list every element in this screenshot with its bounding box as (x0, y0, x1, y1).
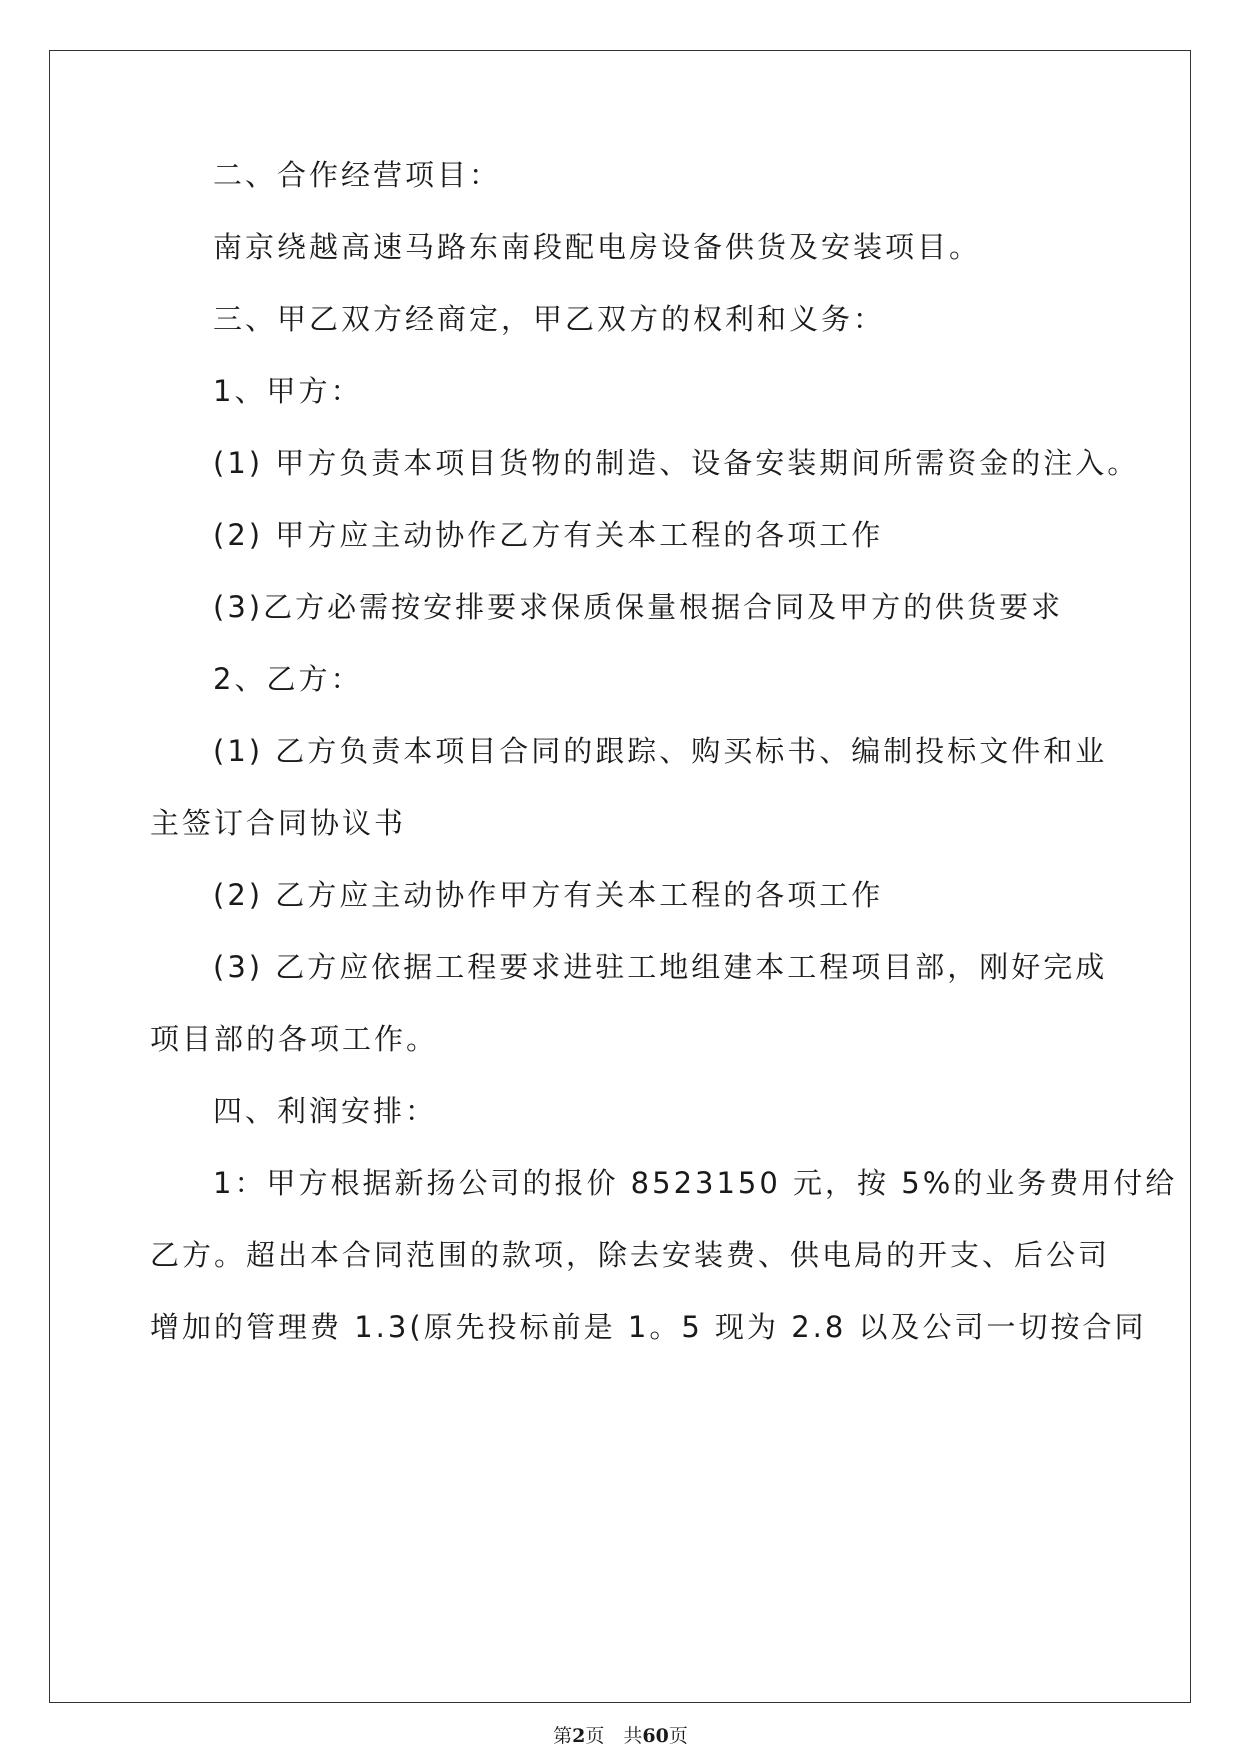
footer-suffix: 页 (668, 1725, 688, 1747)
profit-item-1-cont-2: 增加的管理费 1.3(原先投标前是 1。5 现为 2.8 以及公司一切按合同 (150, 1310, 1147, 1344)
party-a-item-2: (2) 甲方应主动协作乙方有关本工程的各项工作 (213, 518, 884, 552)
footer-prefix: 第 (553, 1725, 573, 1747)
project-name-text: 南京绕越高速马路东南段配电房设备供货及安装项目。 (213, 230, 982, 264)
party-a-heading: 1、甲方： (213, 374, 363, 408)
section-heading-cooperation: 二、合作经营项目： (213, 158, 502, 192)
party-a-item-3: (3)乙方必需按安排要求保质保量根据合同及甲方的供货要求 (213, 590, 1064, 624)
party-b-heading: 2、乙方： (213, 662, 363, 696)
party-b-item-3-cont: 项目部的各项工作。 (150, 1022, 439, 1056)
page-footer (0, 1727, 1241, 1746)
party-b-item-3: (3) 乙方应依据工程要求进驻工地组建本工程项目部，刚好完成 (213, 950, 1108, 984)
section-heading-profit: 四、利润安排： (213, 1094, 438, 1128)
profit-item-1-cont-1: 乙方。超出本合同范围的款项，除去安装费、供电局的开支、后公司 (150, 1238, 1111, 1272)
page-number: 2 (572, 1725, 586, 1747)
page-border (49, 50, 1191, 1703)
section-heading-rights: 三、甲乙双方经商定，甲乙双方的权利和义务： (213, 302, 886, 336)
party-b-item-1-cont: 主签订合同协议书 (150, 806, 407, 840)
party-b-item-2: (2) 乙方应主动协作甲方有关本工程的各项工作 (213, 878, 884, 912)
profit-item-1: 1：甲方根据新扬公司的报价 8523150 元，按 5%的业务费用付给 (213, 1166, 1178, 1200)
page-total: 60 (642, 1725, 669, 1747)
party-a-item-1: (1) 甲方负责本项目货物的制造、设备安装期间所需资金的注入。 (213, 446, 1140, 480)
party-b-item-1: (1) 乙方负责本项目合同的跟踪、购买标书、编制投标文件和业 (213, 734, 1108, 768)
footer-middle: 页 共 (585, 1725, 643, 1747)
